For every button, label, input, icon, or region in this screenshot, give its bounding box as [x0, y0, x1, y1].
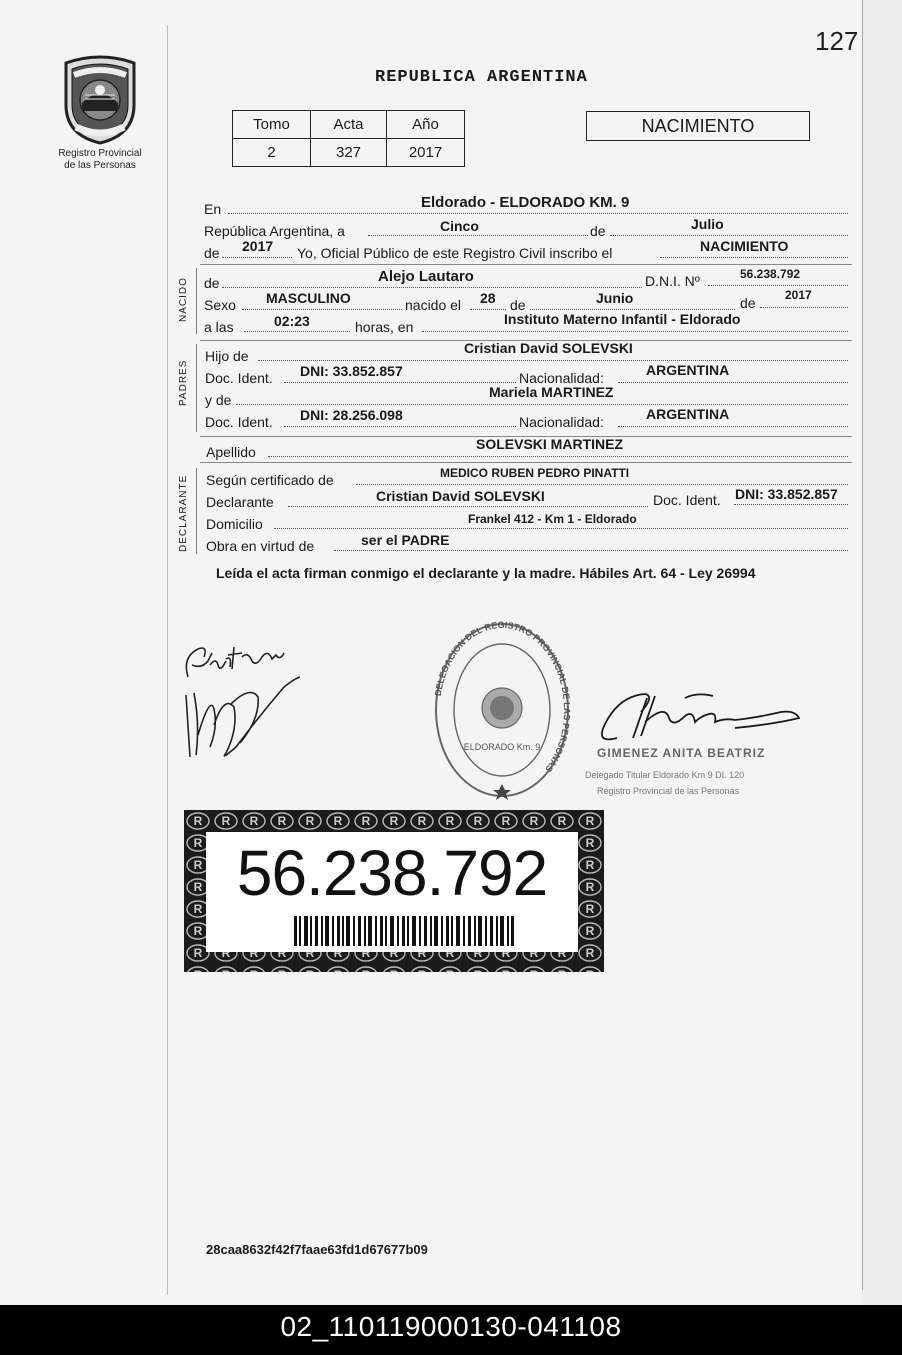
official-stamp — [432, 620, 572, 805]
label-sexo: Sexo — [204, 297, 236, 313]
value-certificado: MEDICO RUBEN PEDRO PINATTI — [440, 466, 630, 480]
label-apellido: Apellido — [206, 444, 256, 460]
label-declarante: Declarante — [206, 494, 274, 510]
label-de-nombre: de — [204, 275, 220, 291]
page-number: 127 — [815, 26, 859, 56]
dotted-line — [334, 550, 848, 551]
official-signature-stroke — [585, 688, 810, 748]
official-office: Registro Provincial de las Personas — [597, 786, 740, 796]
label-a-las: a las — [204, 319, 234, 335]
value-obra: ser el PADRE — [361, 532, 450, 548]
value-dni: 56.238.792 — [740, 267, 801, 281]
label-de-mes: de — [510, 297, 526, 313]
dotted-line — [368, 235, 588, 236]
dotted-line — [734, 504, 848, 505]
dotted-line — [660, 257, 848, 258]
value-lugar-nac: Instituto Materno Infantil - Eldorado — [504, 311, 741, 327]
margin-rule — [167, 25, 168, 1295]
dotted-line — [268, 456, 848, 457]
section-bar — [196, 468, 197, 554]
page-edge — [862, 0, 902, 1305]
registry-header-acta: Acta — [311, 111, 387, 139]
value-padre-nac: ARGENTINA — [646, 362, 730, 378]
file-identifier-bar: 02_110119000130-041108 — [0, 1305, 902, 1355]
section-label-padres: PADRES — [178, 359, 189, 406]
dotted-line — [618, 382, 848, 383]
value-hora: 02:23 — [274, 313, 310, 329]
label-republica: República Argentina, a — [204, 223, 345, 239]
value-nac-dia: 28 — [480, 290, 496, 306]
dotted-line — [530, 309, 735, 310]
dotted-line — [708, 285, 848, 286]
section-label-nacido: NACIDO — [178, 277, 189, 322]
dotted-line — [242, 309, 402, 310]
value-mes: Julio — [691, 216, 724, 232]
provincial-seal-icon — [60, 55, 140, 145]
stamp-place: ELDORADO Km. 9 — [463, 742, 541, 752]
dotted-line — [618, 426, 848, 427]
value-apellido: SOLEVSKI MARTINEZ — [476, 436, 624, 452]
barcode-label — [206, 832, 578, 952]
registry-value-acta: 327 — [311, 139, 387, 167]
value-anio: 2017 — [242, 238, 274, 254]
registry-table — [232, 110, 465, 167]
value-madre-nac: ARGENTINA — [646, 406, 730, 422]
label-obra-en-virtud: Obra en virtud de — [206, 538, 315, 554]
dotted-line — [244, 331, 350, 332]
section-bar — [196, 268, 197, 334]
dotted-line — [222, 257, 292, 258]
section-label-declarante: DECLARANTE — [178, 474, 189, 552]
label-hijo-de: Hijo de — [205, 348, 249, 364]
value-padre-doc: DNI: 33.852.857 — [300, 363, 403, 379]
label-doc-ident-padre: Doc. Ident. — [205, 370, 273, 386]
label-dni: D.N.I. Nº — [645, 273, 700, 289]
dotted-line — [760, 307, 848, 308]
value-domicilio: Frankel 412 - Km 1 - Eldorado — [468, 512, 637, 526]
dotted-line — [236, 404, 848, 405]
value-sexo: MASCULINO — [266, 290, 351, 306]
value-padre: Cristian David SOLEVSKI — [464, 340, 633, 356]
value-madre: Mariela MARTINEZ — [489, 384, 614, 400]
label-de: de — [590, 223, 606, 239]
label-horas-en: horas, en — [355, 319, 414, 335]
label-segun-certificado: Según certificado de — [206, 472, 334, 488]
value-tipo: NACIMIENTO — [700, 238, 789, 254]
logo-caption: Registro Provincial de las Personas — [58, 148, 142, 171]
svg-text:DELEGACION DEL REGISTRO PROVIN: DELEGACION DEL REGISTRO PROVINCIAL DE LAS PERSONAS — [432, 620, 572, 774]
document-title: REPUBLICA ARGENTINA — [375, 68, 588, 87]
section-separator — [200, 264, 852, 265]
barcode-sticker — [184, 810, 604, 972]
label-nacido-el: nacido el — [405, 297, 462, 313]
declarant-signature — [180, 635, 305, 765]
page-border — [862, 0, 863, 1290]
dotted-line — [258, 360, 848, 361]
section-separator — [200, 462, 852, 463]
dotted-line — [284, 382, 516, 383]
value-declarante-doc: DNI: 33.852.857 — [735, 486, 838, 502]
barcode-number: 56.238.792 — [236, 837, 548, 909]
dotted-line — [284, 426, 516, 427]
label-de-anio-nac: de — [740, 295, 756, 311]
label-doc-ident-madre: Doc. Ident. — [205, 414, 273, 430]
label-nacionalidad-madre: Nacionalidad: — [519, 414, 604, 430]
registry-value-anio: 2017 — [387, 139, 465, 167]
dotted-line — [470, 309, 506, 310]
label-yo-oficial: Yo, Oficial Público de este Registro Civil inscribo el — [297, 245, 613, 261]
dotted-line — [288, 506, 648, 507]
closing-text: Leída el acta firman conmigo el declarante y la madre. Hábiles Art. 64 - Ley 26994 — [216, 565, 756, 581]
registry-value-tomo: 2 — [233, 139, 311, 167]
dotted-line — [422, 331, 848, 332]
label-de-anio: de — [204, 245, 220, 261]
registry-header-tomo: Tomo — [233, 111, 311, 139]
value-nac-anio: 2017 — [785, 288, 812, 302]
value-nac-mes: Junio — [596, 290, 634, 306]
doc-type-box: NACIMIENTO — [586, 111, 810, 141]
label-domicilio: Domicilio — [206, 516, 263, 532]
value-declarante: Cristian David SOLEVSKI — [376, 488, 545, 504]
label-y-de: y de — [205, 392, 232, 408]
value-madre-doc: DNI: 28.256.098 — [300, 407, 403, 423]
registry-header-anio: Año — [387, 111, 465, 139]
dotted-line — [228, 213, 848, 214]
label-nacionalidad-padre: Nacionalidad: — [519, 370, 604, 386]
value-dia: Cinco — [440, 218, 479, 234]
label-doc-ident-declarante: Doc. Ident. — [653, 492, 721, 508]
document-hash: 28caa8632f42f7faae63fd1d67677b09 — [206, 1242, 428, 1257]
official-title: Delegado Titular Eldorado Km 9 DI. 120 — [585, 770, 745, 780]
official-name: GIMENEZ ANITA BEATRIZ — [597, 746, 766, 760]
section-bar — [196, 344, 197, 432]
dotted-line — [610, 235, 848, 236]
dotted-line — [222, 287, 642, 288]
value-nombre: Alejo Lautaro — [378, 268, 474, 285]
dotted-line — [274, 528, 848, 529]
label-en: En — [204, 201, 222, 217]
official-signature — [585, 688, 810, 808]
value-lugar: Eldorado - ELDORADO KM. 9 — [421, 194, 630, 211]
dotted-line — [356, 484, 848, 485]
barcode-icon — [294, 916, 514, 946]
